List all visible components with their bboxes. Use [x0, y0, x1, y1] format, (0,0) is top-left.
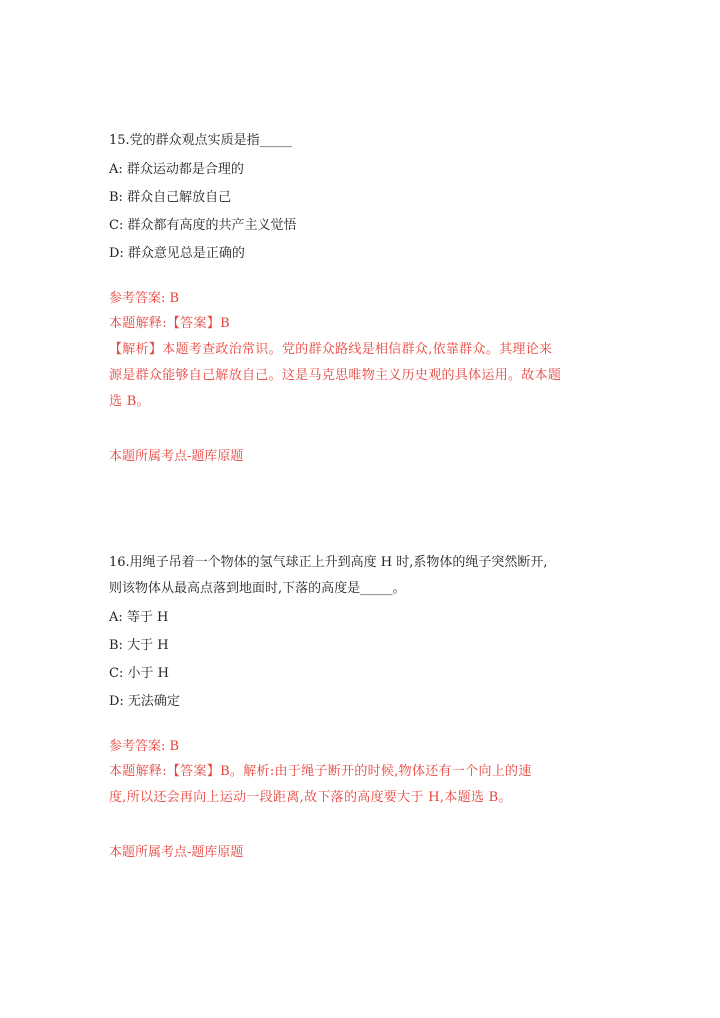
option-b: B: 群众自己解放自己 [109, 190, 232, 205]
option-d: D: 无法确定 [109, 694, 180, 709]
explanation-line: 度,所以还会再向上运动一段距离,故下落的高度要大于 H,本题选 B。 [109, 790, 512, 805]
answer-line: 参考答案: B [109, 739, 180, 754]
option-a: A: 等于 H [109, 610, 169, 625]
question-16 [109, 554, 609, 861]
explanation-line: 本题解释:【答案】B [109, 316, 230, 331]
question-stem: 则该物体从最高点落到地面时,下落的高度是_____。 [109, 581, 406, 596]
option-c: C: 群众都有高度的共产主义觉悟 [109, 218, 297, 233]
option-a: A: 群众运动都是合理的 [109, 162, 244, 177]
question-source: 本题所属考点-题库原题 [109, 449, 244, 464]
explanation-line: 选 B。 [109, 394, 150, 409]
question-stem: 16.用绳子吊着一个物体的氢气球正上升到高度 H 时,系物体的绳子突然断开, [109, 555, 548, 570]
explanation-line: 本题解释:【答案】B。解析:由于绳子断开的时候,物体还有一个向上的速 [109, 764, 532, 779]
explanation-line: 【解析】本题考查政治常识。党的群众路线是相信群众,依靠群众。其理论来 [109, 342, 553, 357]
answer-line: 参考答案: B [109, 291, 180, 306]
explanation-line: 源是群众能够自己解放自己。这是马克思唯物主义历史观的具体运用。故本题 [109, 368, 562, 383]
question-source: 本题所属考点-题库原题 [109, 845, 244, 860]
question-15 [109, 132, 609, 465]
option-b: B: 大于 H [109, 638, 169, 653]
question-stem: 15.党的群众观点实质是指_____ [109, 133, 293, 148]
option-d: D: 群众意见总是正确的 [109, 246, 245, 261]
option-c: C: 小于 H [109, 666, 169, 681]
